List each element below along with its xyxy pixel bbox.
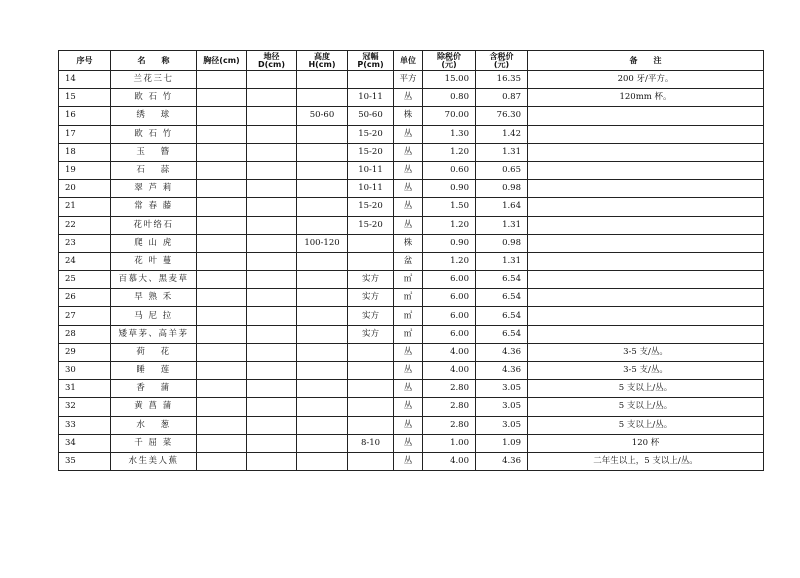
header-crown-width-line1: 冠幅 [362,51,379,61]
cell-crown-width [348,71,394,89]
cell-crown-width: 15-20 [348,198,394,216]
cell-height [297,380,348,398]
cell-seq: 34 [59,434,111,452]
cell-seq: 19 [59,161,111,179]
cell-height: 100-120 [297,234,348,252]
cell-unit: 丛 [394,89,423,107]
cell-name: 百慕大、黑麦草 [111,271,197,289]
cell-price-incl-tax: 3.05 [476,380,528,398]
cell-price-excl-tax: 0.60 [423,161,476,179]
cell-price-excl-tax: 1.20 [423,252,476,270]
cell-crown-width [348,252,394,270]
cell-height [297,452,348,470]
cell-crown-width [348,398,394,416]
cell-name: 绣 球 [111,107,197,125]
cell-chest-diameter [197,380,247,398]
cell-price-excl-tax: 1.20 [423,216,476,234]
cell-price-incl-tax: 6.54 [476,325,528,343]
header-unit: 单位 [394,51,423,71]
table-row [59,452,764,470]
cell-remark: 二年生以上，5 支以上/丛。 [528,452,764,470]
cell-seq: 32 [59,398,111,416]
cell-ground-diameter [247,434,297,452]
cell-remark: 5 支以上/丛。 [528,398,764,416]
cell-name: 花 叶 蔓 [111,252,197,270]
cell-remark [528,252,764,270]
cell-price-excl-tax: 4.00 [423,452,476,470]
header-crown-width [348,51,394,71]
cell-chest-diameter [197,271,247,289]
cell-remark [528,289,764,307]
cell-price-excl-tax: 6.00 [423,289,476,307]
cell-name: 水生美人蕉 [111,452,197,470]
header-name: 名 称 [111,51,197,71]
cell-unit: 丛 [394,198,423,216]
table-row [59,252,764,270]
cell-unit: 丛 [394,180,423,198]
cell-price-excl-tax: 4.00 [423,362,476,380]
cell-name: 花叶络石 [111,216,197,234]
cell-name: 爬 山 虎 [111,234,197,252]
cell-remark [528,307,764,325]
cell-price-incl-tax: 16.35 [476,71,528,89]
table-row [59,71,764,89]
cell-name: 黄 菖 蒲 [111,398,197,416]
cell-remark: 3-5 支/丛。 [528,343,764,361]
cell-unit: 株 [394,107,423,125]
cell-ground-diameter [247,107,297,125]
cell-seq: 17 [59,125,111,143]
cell-remark: 120 杯 [528,434,764,452]
cell-price-excl-tax: 0.90 [423,180,476,198]
cell-name: 常 春 藤 [111,198,197,216]
cell-unit: 丛 [394,343,423,361]
cell-price-incl-tax: 0.98 [476,180,528,198]
plant-price-table [58,50,764,471]
cell-remark [528,180,764,198]
cell-name: 玉 簪 [111,143,197,161]
cell-name: 早 熟 禾 [111,289,197,307]
table-row [59,343,764,361]
cell-chest-diameter [197,452,247,470]
cell-ground-diameter [247,343,297,361]
cell-price-excl-tax: 1.50 [423,198,476,216]
cell-seq: 21 [59,198,111,216]
table-row [59,107,764,125]
cell-ground-diameter [247,289,297,307]
header-ground-diameter-line1: 地径 [263,51,280,61]
cell-chest-diameter [197,125,247,143]
cell-chest-diameter [197,216,247,234]
cell-height [297,343,348,361]
table-row [59,89,764,107]
cell-price-incl-tax: 0.65 [476,161,528,179]
header-price-incl-tax-line1: 含税价 [489,51,514,61]
cell-seq: 22 [59,216,111,234]
cell-price-incl-tax: 1.31 [476,216,528,234]
cell-name: 欧 石 竹 [111,89,197,107]
cell-chest-diameter [197,180,247,198]
table-row [59,161,764,179]
header-height-line2: H(cm) [308,59,336,69]
cell-price-incl-tax: 6.54 [476,289,528,307]
cell-seq: 14 [59,71,111,89]
cell-unit: 丛 [394,380,423,398]
cell-crown-width [348,416,394,434]
table-row [59,307,764,325]
cell-crown-width: 实方 [348,325,394,343]
cell-remark [528,125,764,143]
cell-remark [528,161,764,179]
cell-unit: ㎡ [394,289,423,307]
cell-price-incl-tax: 3.05 [476,398,528,416]
cell-chest-diameter [197,398,247,416]
cell-name: 睡 莲 [111,362,197,380]
cell-price-excl-tax: 6.00 [423,325,476,343]
cell-ground-diameter [247,325,297,343]
cell-crown-width: 实方 [348,271,394,289]
cell-crown-width: 15-20 [348,216,394,234]
cell-ground-diameter [247,180,297,198]
cell-crown-width [348,343,394,361]
cell-height [297,216,348,234]
cell-unit: 丛 [394,125,423,143]
cell-height [297,416,348,434]
table-row [59,416,764,434]
cell-unit: 株 [394,234,423,252]
cell-name: 香 蒲 [111,380,197,398]
cell-price-excl-tax: 70.00 [423,107,476,125]
cell-crown-width: 15-20 [348,143,394,161]
cell-seq: 35 [59,452,111,470]
cell-chest-diameter [197,416,247,434]
cell-seq: 18 [59,143,111,161]
cell-name: 马 尼 拉 [111,307,197,325]
cell-unit: 丛 [394,452,423,470]
cell-height [297,198,348,216]
cell-ground-diameter [247,452,297,470]
table-row [59,180,764,198]
header-ground-diameter [247,51,297,71]
cell-unit: 盆 [394,252,423,270]
cell-seq: 30 [59,362,111,380]
cell-chest-diameter [197,343,247,361]
cell-unit: ㎡ [394,271,423,289]
cell-remark [528,271,764,289]
header-height [297,51,348,71]
cell-price-excl-tax: 2.80 [423,380,476,398]
cell-seq: 28 [59,325,111,343]
cell-price-excl-tax: 1.20 [423,143,476,161]
cell-chest-diameter [197,434,247,452]
cell-price-excl-tax: 6.00 [423,307,476,325]
cell-price-incl-tax: 6.54 [476,271,528,289]
cell-seq: 27 [59,307,111,325]
cell-crown-width: 10-11 [348,161,394,179]
header-ground-diameter-line2: D(cm) [257,59,286,69]
table-row [59,271,764,289]
cell-price-incl-tax: 1.64 [476,198,528,216]
table-row [59,380,764,398]
cell-crown-width [348,362,394,380]
cell-chest-diameter [197,198,247,216]
cell-chest-diameter [197,307,247,325]
cell-seq: 20 [59,180,111,198]
cell-seq: 25 [59,271,111,289]
cell-height [297,143,348,161]
table-row [59,325,764,343]
cell-height [297,362,348,380]
cell-crown-width: 10-11 [348,89,394,107]
cell-price-excl-tax: 1.00 [423,434,476,452]
cell-unit: ㎡ [394,325,423,343]
table-body [59,71,764,471]
cell-price-incl-tax: 4.36 [476,362,528,380]
cell-ground-diameter [247,416,297,434]
cell-seq: 15 [59,89,111,107]
cell-name: 兰花三七 [111,71,197,89]
cell-height [297,307,348,325]
cell-height [297,161,348,179]
header-price-incl-tax-line2: (元) [493,59,510,69]
cell-ground-diameter [247,398,297,416]
table-row [59,125,764,143]
cell-height [297,252,348,270]
cell-unit: 丛 [394,416,423,434]
cell-seq: 31 [59,380,111,398]
cell-remark [528,107,764,125]
cell-name: 欧 石 竹 [111,125,197,143]
cell-price-incl-tax: 4.36 [476,452,528,470]
cell-price-excl-tax: 2.80 [423,416,476,434]
cell-remark [528,325,764,343]
header-price-excl-tax-line1: 除税价 [437,51,461,61]
cell-ground-diameter [247,125,297,143]
cell-seq: 33 [59,416,111,434]
cell-chest-diameter [197,252,247,270]
table-row [59,216,764,234]
cell-price-incl-tax: 76.30 [476,107,528,125]
cell-crown-width: 实方 [348,289,394,307]
cell-ground-diameter [247,161,297,179]
cell-remark: 120mm 杯。 [528,89,764,107]
cell-ground-diameter [247,271,297,289]
cell-height [297,71,348,89]
cell-ground-diameter [247,307,297,325]
cell-chest-diameter [197,234,247,252]
cell-remark [528,216,764,234]
cell-price-incl-tax: 4.36 [476,343,528,361]
cell-name: 荷 花 [111,343,197,361]
cell-price-incl-tax: 6.54 [476,307,528,325]
cell-ground-diameter [247,198,297,216]
cell-height [297,325,348,343]
cell-crown-width: 实方 [348,307,394,325]
table-row [59,289,764,307]
cell-height: 50-60 [297,107,348,125]
header-chest-diameter: 胸径(cm) [197,51,247,71]
cell-ground-diameter [247,380,297,398]
header-price-excl-tax [423,51,476,71]
cell-crown-width: 8-10 [348,434,394,452]
cell-height [297,180,348,198]
cell-remark [528,143,764,161]
cell-remark [528,198,764,216]
cell-unit: 丛 [394,362,423,380]
table-row [59,198,764,216]
cell-name: 水 葱 [111,416,197,434]
cell-name: 石 蒜 [111,161,197,179]
cell-ground-diameter [247,234,297,252]
cell-price-excl-tax: 15.00 [423,71,476,89]
cell-seq: 26 [59,289,111,307]
cell-unit: 丛 [394,434,423,452]
cell-ground-diameter [247,143,297,161]
cell-seq: 24 [59,252,111,270]
cell-unit: 丛 [394,143,423,161]
cell-price-excl-tax: 1.30 [423,125,476,143]
cell-seq: 16 [59,107,111,125]
header-crown-width-line2: P(cm) [357,59,384,69]
table-row [59,434,764,452]
cell-crown-width: 10-11 [348,180,394,198]
cell-chest-diameter [197,107,247,125]
cell-remark [528,234,764,252]
header-seq: 序号 [59,51,111,71]
cell-price-incl-tax: 1.42 [476,125,528,143]
cell-remark: 3-5 支/丛。 [528,362,764,380]
table-header-row [59,51,764,71]
cell-price-incl-tax: 1.31 [476,143,528,161]
cell-seq: 29 [59,343,111,361]
cell-ground-diameter [247,216,297,234]
cell-remark: 5 支以上/丛。 [528,416,764,434]
cell-price-incl-tax: 3.05 [476,416,528,434]
cell-name: 千 屈 菜 [111,434,197,452]
cell-height [297,289,348,307]
cell-ground-diameter [247,89,297,107]
cell-ground-diameter [247,71,297,89]
cell-name: 翠 芦 莉 [111,180,197,198]
cell-price-incl-tax: 0.87 [476,89,528,107]
cell-chest-diameter [197,362,247,380]
header-price-incl-tax [476,51,528,71]
cell-height [297,271,348,289]
cell-crown-width [348,234,394,252]
cell-crown-width: 50-60 [348,107,394,125]
header-price-excl-tax-line2: (元) [441,59,457,69]
cell-remark: 5 支以上/丛。 [528,380,764,398]
cell-price-excl-tax: 0.80 [423,89,476,107]
cell-price-incl-tax: 1.09 [476,434,528,452]
cell-seq: 23 [59,234,111,252]
cell-crown-width [348,452,394,470]
cell-unit: 平方 [394,71,423,89]
cell-chest-diameter [197,161,247,179]
cell-ground-diameter [247,252,297,270]
header-height-line1: 高度 [314,51,330,61]
cell-chest-diameter [197,325,247,343]
cell-price-incl-tax: 1.31 [476,252,528,270]
cell-height [297,89,348,107]
header-remark: 备 注 [528,51,764,71]
table-row [59,143,764,161]
cell-chest-diameter [197,89,247,107]
cell-remark: 200 牙/平方。 [528,71,764,89]
cell-height [297,434,348,452]
table-row [59,234,764,252]
cell-chest-diameter [197,143,247,161]
cell-price-excl-tax: 0.90 [423,234,476,252]
cell-height [297,398,348,416]
cell-unit: ㎡ [394,307,423,325]
cell-price-excl-tax: 4.00 [423,343,476,361]
cell-ground-diameter [247,362,297,380]
cell-unit: 丛 [394,216,423,234]
cell-price-excl-tax: 2.80 [423,398,476,416]
cell-crown-width [348,380,394,398]
cell-price-incl-tax: 0.98 [476,234,528,252]
cell-chest-diameter [197,71,247,89]
cell-unit: 丛 [394,398,423,416]
cell-unit: 丛 [394,161,423,179]
cell-height [297,125,348,143]
cell-name: 矮草茅、高羊茅 [111,325,197,343]
cell-price-excl-tax: 6.00 [423,271,476,289]
cell-chest-diameter [197,289,247,307]
table-row [59,362,764,380]
cell-crown-width: 15-20 [348,125,394,143]
table-row [59,398,764,416]
